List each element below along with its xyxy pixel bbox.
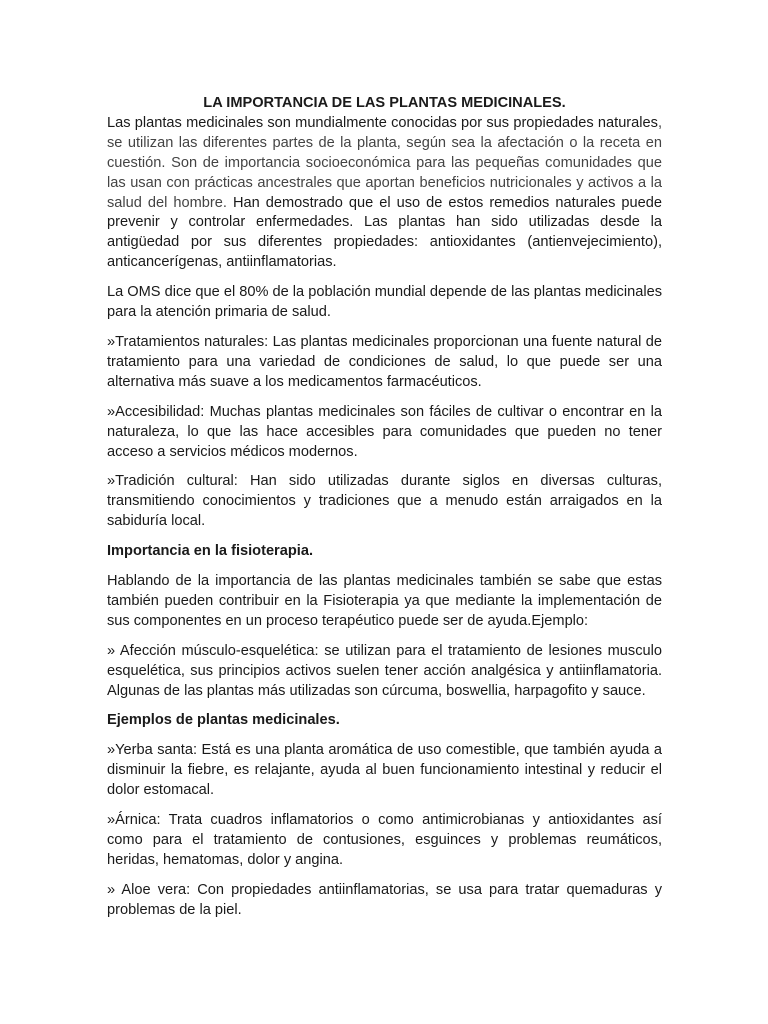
intro-paragraph xyxy=(107,114,662,273)
bullet-aloe-vera: » Aloe vera: Con propiedades antiinflamatorias, se usa para tratar quemaduras y problemas de la piel. xyxy=(107,881,662,918)
heading-plant-examples: Ejemplos de plantas medicinales. xyxy=(107,712,340,729)
heading-physiotherapy: Importancia en la fisioterapia. xyxy=(107,543,313,560)
bullet-cultural-tradition: »Tradición cultural: Han sido utilizadas durante siglos en diversas culturas, transmitiendo conocimientos y tradiciones que a menudo están arraigados en la sabiduría local. xyxy=(107,473,662,530)
document-title: LA IMPORTANCIA DE LAS PLANTAS MEDICINALES. xyxy=(203,95,566,111)
bullet-accessibility: »Accesibilidad: Muchas plantas medicinales son fáciles de cultivar o encontrar en la naturaleza, lo que las hace accesibles para comunidades que pueden no tener acceso a servicios médicos modernos. xyxy=(107,403,662,460)
intro-text-part-1: Las plantas medicinales son mundialmente conocidas por sus propiedades naturales xyxy=(107,114,658,131)
bullet-natural-treatments: »Tratamientos naturales: Las plantas medicinales proporcionan una fuente natural de tratamiento para una variedad de condiciones de salud, lo que puede ser una alternativa más suave a los medicamentos farmacéuticos. xyxy=(107,333,662,390)
intro-text-part-2: , se utilizan las diferentes partes de la planta, según sea la afectación o la receta en cuestión. Son de importancia socioeconómica para las pequeñas comunidades que las usan con prácticas ancestrales que aportan beneficios nutricionales y activos a la salud del hombre. xyxy=(107,114,662,211)
intro-text-part-3: Han demostrado que el uso de estos remedios naturales puede prevenir y controlar enfermedades. Las plantas han sido utilizadas desde la antigüedad por sus diferentes propiedades: antioxidantes (antienvejecimiento), anticancerígenas, antiinflamatorias. xyxy=(107,194,663,271)
bullet-arnica: »Árnica: Trata cuadros inflamatorios o como antimicrobianas y antioxidantes así como para el tratamiento de contusiones, esguinces y problemas reumáticos, heridas, hematomas, dolor y angina. xyxy=(107,812,662,868)
musculoskeletal-example: » Afección músculo-esquelética: se utilizan para el tratamiento de lesiones musculo esquelética, sus principios activos suelen tener acción analgésica y antiinflamatoria. Algunas de las plantas más utilizadas son cúrcuma, boswellia, harpagofito y sauce. xyxy=(107,642,662,699)
bullet-yerba-santa: »Yerba santa: Está es una planta aromática de uso comestible, que también ayuda a disminuir la fiebre, es relajante, ayuda al buen funcionamiento intestinal y reducir el dolor estomacal. xyxy=(107,742,662,799)
document-page xyxy=(107,94,662,931)
physiotherapy-paragraph: Hablando de la importancia de las plantas medicinales también se sabe que estas también pueden contribuir en la Fisioterapia ya que mediante la implementación de sus componentes en un proceso terapéutico puede ser de ayuda.Ejemplo: xyxy=(107,573,662,629)
oms-paragraph: La OMS dice que el 80% de la población mundial depende de las plantas medicinales para la atención primaria de salud. xyxy=(107,284,662,321)
